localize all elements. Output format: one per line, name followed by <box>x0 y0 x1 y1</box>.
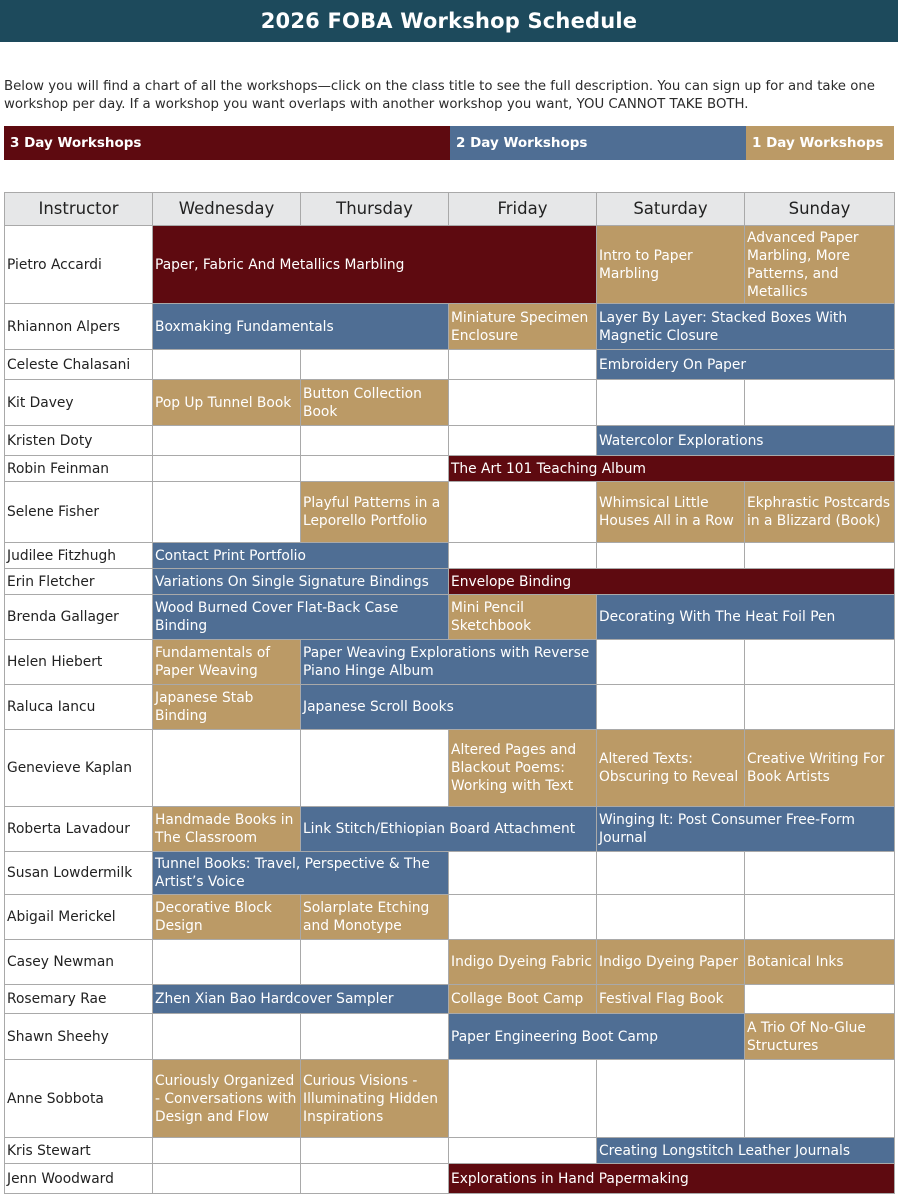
empty-cell <box>597 852 745 895</box>
empty-cell <box>301 456 449 482</box>
workshop-link[interactable]: Japanese Stab Binding <box>153 685 301 730</box>
empty-cell <box>745 895 895 940</box>
instructor-name: Kris Stewart <box>5 1138 153 1164</box>
empty-cell <box>449 350 597 380</box>
empty-cell <box>301 350 449 380</box>
table-row <box>5 426 895 456</box>
instructor-name: Celeste Chalasani <box>5 350 153 380</box>
page-header <box>0 0 898 42</box>
empty-cell <box>301 426 449 456</box>
workshop-link[interactable]: Tunnel Books: Travel, Perspective & The Artist’s Voice <box>153 852 449 895</box>
workshop-link[interactable]: Playful Patterns in a Leporello Portfolio <box>301 482 449 543</box>
workshop-link[interactable]: Ekphrastic Postcards in a Blizzard (Book) <box>745 482 895 543</box>
workshop-link[interactable]: Curiously Organized - Conversations with Design and Flow <box>153 1060 301 1138</box>
table-row <box>5 985 895 1014</box>
table-row <box>5 1138 895 1164</box>
workshop-link[interactable]: Botanical Inks <box>745 940 895 985</box>
table-row <box>5 730 895 807</box>
table-row <box>5 380 895 426</box>
instructor-name: Pietro Accardi <box>5 226 153 304</box>
empty-cell <box>301 730 449 807</box>
workshop-link[interactable]: Zhen Xian Bao Hardcover Sampler <box>153 985 449 1014</box>
empty-cell <box>745 985 895 1014</box>
column-header-saturday: Saturday <box>597 193 745 226</box>
empty-cell <box>301 1138 449 1164</box>
instructor-name: Brenda Gallager <box>5 595 153 640</box>
instructor-name: Selene Fisher <box>5 482 153 543</box>
workshop-link[interactable]: Handmade Books in The Classroom <box>153 807 301 852</box>
empty-cell <box>449 426 597 456</box>
workshop-link[interactable]: Japanese Scroll Books <box>301 685 597 730</box>
empty-cell <box>745 543 895 569</box>
table-row <box>5 895 895 940</box>
workshop-link[interactable]: Paper, Fabric And Metallics Marbling <box>153 226 597 304</box>
workshop-link[interactable]: Variations On Single Signature Bindings <box>153 569 449 595</box>
empty-cell <box>153 482 301 543</box>
workshop-link[interactable]: Embroidery On Paper <box>597 350 895 380</box>
legend <box>4 126 894 160</box>
table-row <box>5 1060 895 1138</box>
workshop-link[interactable]: Pop Up Tunnel Book <box>153 380 301 426</box>
workshop-link[interactable]: Decorating With The Heat Foil Pen <box>597 595 895 640</box>
workshop-link[interactable]: Creative Writing For Book Artists <box>745 730 895 807</box>
workshop-link[interactable]: Paper Engineering Boot Camp <box>449 1014 745 1060</box>
instructor-name: Roberta Lavadour <box>5 807 153 852</box>
page-title: 2026 FOBA Workshop Schedule <box>260 9 638 33</box>
schedule-table <box>4 192 895 1194</box>
table-row <box>5 1164 895 1194</box>
table-row <box>5 350 895 380</box>
workshop-link[interactable]: Wood Burned Cover Flat-Back Case Binding <box>153 595 449 640</box>
empty-cell <box>745 380 895 426</box>
empty-cell <box>153 940 301 985</box>
table-row <box>5 482 895 543</box>
instructor-name: Abigail Merickel <box>5 895 153 940</box>
legend-three-day: 3 Day Workshops <box>4 126 450 160</box>
empty-cell <box>449 1138 597 1164</box>
instructor-name: Shawn Sheehy <box>5 1014 153 1060</box>
empty-cell <box>449 895 597 940</box>
empty-cell <box>449 852 597 895</box>
empty-cell <box>597 895 745 940</box>
instructor-name: Susan Lowdermilk <box>5 852 153 895</box>
workshop-link[interactable]: Mini Pencil Sketchbook <box>449 595 597 640</box>
empty-cell <box>597 380 745 426</box>
workshop-link[interactable]: Miniature Specimen Enclosure <box>449 304 597 350</box>
workshop-link[interactable]: Winging It: Post Consumer Free-Form Journal <box>597 807 895 852</box>
empty-cell <box>597 1060 745 1138</box>
empty-cell <box>449 380 597 426</box>
instructor-name: Kit Davey <box>5 380 153 426</box>
workshop-link[interactable]: Altered Texts: Obscuring to Reveal <box>597 730 745 807</box>
empty-cell <box>597 640 745 685</box>
empty-cell <box>153 1014 301 1060</box>
table-row <box>5 226 895 304</box>
instructor-name: Genevieve Kaplan <box>5 730 153 807</box>
empty-cell <box>153 730 301 807</box>
table-header-row <box>5 193 895 226</box>
empty-cell <box>745 852 895 895</box>
workshop-link[interactable]: Indigo Dyeing Fabric <box>449 940 597 985</box>
empty-cell <box>597 543 745 569</box>
instructor-name: Jenn Woodward <box>5 1164 153 1194</box>
workshop-link[interactable]: Advanced Paper Marbling, More Patterns, and Metallics <box>745 226 895 304</box>
workshop-link[interactable]: Contact Print Portfolio <box>153 543 449 569</box>
empty-cell <box>301 940 449 985</box>
empty-cell <box>745 640 895 685</box>
workshop-link[interactable]: Link Stitch/Ethiopian Board Attachment <box>301 807 597 852</box>
empty-cell <box>597 685 745 730</box>
workshop-link[interactable]: Button Collection Book <box>301 380 449 426</box>
empty-cell <box>153 456 301 482</box>
instructor-name: Anne Sobbota <box>5 1060 153 1138</box>
instructor-name: Helen Hiebert <box>5 640 153 685</box>
workshop-link[interactable]: Watercolor Explorations <box>597 426 895 456</box>
column-header-wednesday: Wednesday <box>153 193 301 226</box>
workshop-link[interactable]: Explorations in Hand Papermaking <box>449 1164 895 1194</box>
instructor-name: Kristen Doty <box>5 426 153 456</box>
empty-cell <box>301 1014 449 1060</box>
empty-cell <box>745 1060 895 1138</box>
instructor-name: Casey Newman <box>5 940 153 985</box>
workshop-link[interactable]: Collage Boot Camp <box>449 985 597 1014</box>
workshop-link[interactable]: Paper Weaving Explorations with Reverse Piano Hinge Album <box>301 640 597 685</box>
workshop-link[interactable]: Altered Pages and Blackout Poems: Working with Text <box>449 730 597 807</box>
workshop-link[interactable]: A Trio Of No-Glue Structures <box>745 1014 895 1060</box>
empty-cell <box>301 1164 449 1194</box>
workshop-link[interactable]: Solarplate Etching and Monotype <box>301 895 449 940</box>
empty-cell <box>449 482 597 543</box>
workshop-link[interactable]: Layer By Layer: Stacked Boxes With Magnetic Closure <box>597 304 895 350</box>
instructor-name: Judilee Fitzhugh <box>5 543 153 569</box>
workshop-link[interactable]: Curious Visions - Illuminating Hidden Inspirations <box>301 1060 449 1138</box>
table-row <box>5 569 895 595</box>
table-row <box>5 456 895 482</box>
instructor-name: Raluca Iancu <box>5 685 153 730</box>
table-row <box>5 640 895 685</box>
workshop-link[interactable]: Intro to Paper Marbling <box>597 226 745 304</box>
column-header-instructor: Instructor <box>5 193 153 226</box>
workshop-link[interactable]: Festival Flag Book <box>597 985 745 1014</box>
workshop-link[interactable]: Whimsical Little Houses All in a Row <box>597 482 745 543</box>
column-header-sunday: Sunday <box>745 193 895 226</box>
instructor-name: Rhiannon Alpers <box>5 304 153 350</box>
instructor-name: Rosemary Rae <box>5 985 153 1014</box>
instructor-name: Erin Fletcher <box>5 569 153 595</box>
table-row <box>5 595 895 640</box>
empty-cell <box>153 350 301 380</box>
table-row <box>5 940 895 985</box>
column-header-thursday: Thursday <box>301 193 449 226</box>
empty-cell <box>745 685 895 730</box>
table-row <box>5 304 895 350</box>
workshop-link[interactable]: The Art 101 Teaching Album <box>449 456 895 482</box>
intro-text: Below you will find a chart of all the workshops—click on the class title to see the full description. You can sign up for and take one workshop per day. If a workshop you want overlaps with another workshop you want, YOU CANNOT TAKE BOTH. <box>4 79 875 112</box>
empty-cell <box>449 1060 597 1138</box>
table-row <box>5 852 895 895</box>
workshop-link[interactable]: Fundamentals of Paper Weaving <box>153 640 301 685</box>
table-row <box>5 807 895 852</box>
table-row <box>5 685 895 730</box>
table-row <box>5 1014 895 1060</box>
workshop-link[interactable]: Envelope Binding <box>449 569 895 595</box>
legend-two-day: 2 Day Workshops <box>450 126 746 160</box>
empty-cell <box>153 1138 301 1164</box>
empty-cell <box>153 426 301 456</box>
workshop-link[interactable]: Decorative Block Design <box>153 895 301 940</box>
empty-cell <box>449 543 597 569</box>
legend-one-day: 1 Day Workshops <box>746 126 894 160</box>
instructor-name: Robin Feinman <box>5 456 153 482</box>
column-header-friday: Friday <box>449 193 597 226</box>
workshop-link[interactable]: Indigo Dyeing Paper <box>597 940 745 985</box>
empty-cell <box>153 1164 301 1194</box>
table-row <box>5 543 895 569</box>
workshop-link[interactable]: Boxmaking Fundamentals <box>153 304 449 350</box>
workshop-link[interactable]: Creating Longstitch Leather Journals <box>597 1138 895 1164</box>
